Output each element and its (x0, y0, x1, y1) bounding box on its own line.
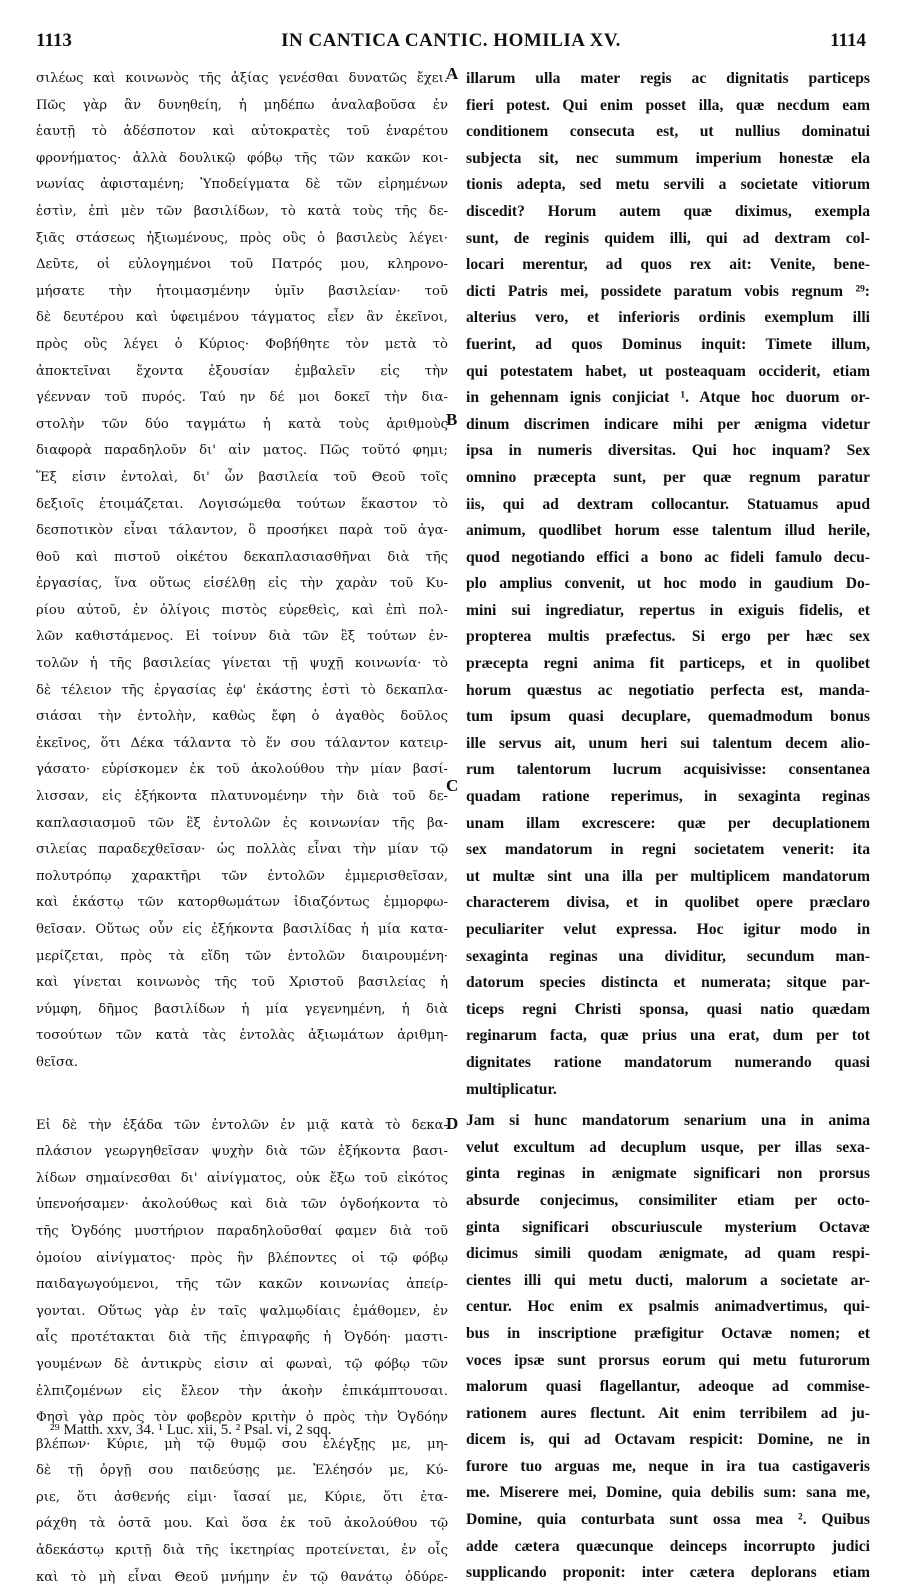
text-line: dinum discrimen indicare mihi per ænigma videtur (466, 415, 870, 433)
text-line: γονται. Οὕτως γὰρ ἐν ταῖς ψαλμῳδίαις ἐμάθομεν, ἐν (36, 1303, 448, 1319)
text-line: iis, qui ad dextram collocantur. Statuamus apud (466, 495, 870, 513)
text-line: locari merentur, ad quos rex ait: Venite, bene- (466, 256, 870, 274)
text-line: καὶ γίνεται κοινωνὸς τῆς τοῦ Χριστοῦ βασιλείας ἡ (36, 975, 448, 991)
text-line: γουμένων δὲ ἀντικρὺς εἰσιν αἱ φωναὶ, τῷ φόβῳ τῶν (36, 1356, 448, 1372)
text-line: rum talentorum lucrum acquisivisse: consentanea (466, 761, 870, 779)
text-line: absurde conjecimus, consimiliter etiam per octo- (466, 1191, 870, 1209)
text-line: φρονήματος· ἀλλὰ δουλικῷ φόβῳ τῆς τῶν κακῶν κοι- (36, 150, 448, 166)
text-line: Δεῦτε, οἱ εὐλογημένοι τοῦ Πατρός μου, κληρονο- (36, 257, 448, 273)
text-line: cientes illi qui metu ducti, malorum a societate ar- (466, 1271, 870, 1289)
text-line: γάσατο· εὑρίσκομεν ἐκ τοῦ ἀκολούθου τὴν μίαν βασί- (36, 762, 448, 778)
text-line: μήσατε τὴν ἡτοιμασμένην ὑμῖν βασιλείαν· τοῦ (36, 283, 448, 299)
text-line: τοσούτων τῶν κατὰ τὰς ἐντολὰς ἀξιωμάτων ἀριθμη- (36, 1028, 448, 1044)
text-line: dicti Patris mei, possidete paratum vobis regnum ²⁹: (466, 282, 870, 300)
text-line: λίδων σημαίνεσθαι δι' αἰνίγματος, οὐκ ἔξω τοῦ εἰκότος (36, 1170, 448, 1186)
text-line: horum quæstus ac negotiatio perfecta est, manda- (466, 681, 870, 699)
text-line: βλέπων· Κύριε, μὴ τῷ θυμῷ σου ἐλέγξῃς με, μη- (36, 1436, 448, 1452)
text-line: ὑπενοήσαμεν· ἀκολούθως καὶ διὰ τῶν ὀγδοήκοντα τὸ (36, 1197, 448, 1213)
text-line: ut multæ sint una illa per multiplicem mandatorum (466, 867, 870, 885)
text-line: qui potestatem habet, ut posteaquam occiderit, etiam (466, 362, 870, 380)
latin-column (466, 66, 870, 1587)
text-line: fieri potest. Qui enim posset illa, quæ necdum eam (466, 96, 870, 114)
text-line: πρὸς οὓς λέγει ὁ Κύριος· Φοβήθητε τὸν μετὰ τὸ (36, 336, 448, 352)
text-line: διαφορὰ παραδηλοῦν δι' αἰν ματος. Πῶς τοῦτό φημι; (36, 443, 448, 459)
text-line: quadam ratione reperimus, in sexaginta reginas (466, 788, 870, 806)
text-line: multiplicatur. (466, 1080, 557, 1098)
text-line: δὲ δευτέρου καὶ ὑφειμένου τάγματος εἶεν ἂν ἐκεῖνοι, (36, 310, 448, 326)
text-line: δὲ τέλειον τῆς ἐργασίας ἐφ' ἑκάστης ἐστὶ τὸ δεκαπλα- (36, 682, 448, 698)
text-line: furore tuo arguas me, neque in ira tua castigaveris (466, 1457, 870, 1475)
text-line: subjecta sit, nec summum imperium honestæ ela (466, 149, 870, 167)
text-line: dicem is, qui ad Octavam respicit: Domine, ne in (466, 1431, 870, 1449)
footnotes: ²⁹ Matth. xxv, 34. ¹ Luc. xii, 5. ² Psal. vi, 2 sqq. (50, 1422, 332, 1438)
text-line: καὶ ἑκάστῳ τῶν κατορθωμάτων ἰδιαζόντως ἐμμορφω- (36, 895, 448, 911)
text-line: στολὴν τῶν δύο ταγμάτω ἡ κατὰ τοὺς ἀριθμοὺς (36, 416, 448, 432)
page-header (36, 30, 866, 60)
text-line: ἐλπιζομένων εἰς ἔλεον τὴν ἀκοὴν ἐπικάμπτουσαι. (36, 1383, 448, 1399)
text-line: animum, quodlibet horum esse talentum illud herile, (466, 522, 870, 540)
text-line: dicimus simili quodam ænigmate, ad quam respi- (466, 1245, 870, 1263)
text-line: datorum species distincta et numerata; sitque par- (466, 974, 870, 992)
text-line: δεσποτικὸν εἶναι τάλαντον, ὃ προσήκει παρὰ τοῦ ἀγα- (36, 523, 448, 539)
text-line: conditionem consecuta est, ut nullius dominatui (466, 123, 870, 141)
text-line: θοῦ καὶ πιστοῦ οἰκέτου δεκαπλασιασθῆναι διὰ τῆς (36, 549, 448, 565)
text-line: σιλέως καὶ κοινωνὸς τῆς ἀξίας γενέσθαι δυνατῶς ἔχει. (36, 71, 448, 86)
text-line: Domine, quia conturbata sunt ossa mea ². Quibus (466, 1511, 870, 1529)
greek-column (36, 66, 448, 1591)
text-line: γέενναν τοῦ πυρός. Ταύ ην δέ μοι δοκεῖ τὴν δια- (36, 390, 448, 406)
text-line: sexaginta reginas una dividitur, secundum man- (466, 947, 870, 965)
text-line: λισσαν, εἰς ἑξήκοντα πλατυνομένην τὴν διὰ τοῦ δε- (36, 789, 448, 805)
text-line: καὶ τὸ μὴ εἶναι Θεοῦ μνήμην ἐν τῷ θανάτῳ ὀδύρε- (36, 1569, 448, 1585)
text-line: ἐκεῖνος, ὅτι Δέκα τάλαντα τὸ ἕν σου τάλαντον κατειρ- (36, 735, 448, 751)
text-line: ἐστὶν, ἐπὶ μὲν τῶν βασιλίδων, τὸ κατὰ τοὺς τῆς δε- (36, 203, 448, 219)
text-line: in gehennam ignis conjiciat ¹. Atque hoc duorum or- (466, 389, 870, 407)
text-line: Ἕξ εἰσιν ἐντολαὶ, δι' ὧν βασιλεία τοῦ Θεοῦ τοῖς (36, 469, 448, 485)
text-line: ράχθη τὰ ὀστᾶ μου. Καὶ ὅσα ἐκ τοῦ ἀκολούθου τῷ (36, 1516, 448, 1532)
text-line: rationem aures flectunt. Ait enim terribilem ad ju- (466, 1404, 870, 1422)
paragraph-gap (36, 1077, 448, 1113)
text-line: sex mandatorum in regni societatem venerit: ita (466, 841, 870, 859)
text-line: θεῖσα. (36, 1054, 79, 1070)
text-line: mini sui ingrediatur, repertus in exiguis fidelis, et (466, 601, 870, 619)
text-line: ξιᾶς στάσεως ἠξιωμένους, πρὸς οὓς ὁ βασιλεὺς λέγει· (36, 230, 448, 246)
text-line: ρίου αὐτοῦ, ἐν ὀλίγοις πιστὸς εὑρεθεὶς, καὶ ἐπὶ πολ- (36, 602, 448, 618)
text-line: λῶν καθιστάμενος. Εἰ τοίνυν διὰ τῶν ἓξ τούτων ἐν- (36, 629, 448, 645)
text-line: τολῶν ἡ τῆς βασιλείας γίνεται τῇ ψυχῇ κοινωνία· τὸ (36, 656, 448, 672)
text-line: voces ipsæ sunt prorsus eorum qui metu futurorum (466, 1351, 870, 1369)
text-line: me. Miserere mei, Domine, quia debilis sum: sana me, (466, 1484, 870, 1502)
text-line: centur. Hoc enim ex psalmis animadvertimus, qui- (466, 1298, 870, 1316)
left-page-number: 1113 (36, 30, 72, 51)
text-line: bus in inscriptione præfigitur Octavæ nomen; et (466, 1324, 870, 1342)
text-line: τῆς Ὀγδόης μυστήριον παραδηλοῦσθαί φαμεν διὰ τοῦ (36, 1223, 448, 1239)
text-line: alterius vero, et inferioris ordinis exemplum illi (466, 309, 870, 327)
text-line: velut excultum ad decuplum usque, per illas sexa- (466, 1138, 870, 1156)
text-line: præcepta regni anima fit particeps, et in quolibet (466, 655, 870, 673)
text-line: fuerint, ad quos Dominus inquit: Timete illum, (466, 335, 870, 353)
text-line: characterem divisa, et in quolibet opere præclaro (466, 894, 870, 912)
text-line: ille servus ait, unum heri sui talentum decem alio- (466, 734, 870, 752)
text-line: omnino præcepta sunt, per quæ regnum paratur (466, 468, 870, 486)
text-line: ὁμοίου αἰνίγματος· πρὸς ἣν βλέποντες οἱ τῷ φόβῳ (36, 1250, 448, 1266)
right-page-number: 1114 (830, 30, 866, 51)
text-line: discedit? Horum autem quæ diximus, exempla (466, 202, 870, 220)
text-line: καπλασιασμοῦ τῶν ἓξ ἐντολῶν ἐς κοινωνίαν τῆς βα- (36, 815, 448, 831)
text-line: ἀποκτεῖναι ἔχοντα ἐξουσίαν ἐμβαλεῖν εἰς τὴν (36, 363, 448, 379)
text-line: illarum ulla mater regis ac dignitatis particeps (466, 70, 870, 87)
text-line: θεῖσαν. Οὕτως οὖν εἰς ἑξήκοντα βασιλίδας ἡ μία κατα- (36, 922, 448, 937)
text-line: supplicando proponit: inter cætera deplorans etiam (466, 1564, 870, 1582)
section-marker-c: C (446, 776, 459, 795)
text-line: αἷς προτέτακται διὰ τῆς ἐπιγραφῆς ἡ Ὀγδόη· μαστι- (36, 1330, 448, 1346)
text-line: unam illam excrescere: quæ per decuplationem (466, 814, 870, 832)
text-line: ἀδεκάστῳ κριτῇ διὰ τῆς ἱκετηρίας προτείνεται, ἐν οἷς (36, 1543, 448, 1559)
text-line: δὲ τῇ ὀργῇ σου παιδεύσῃς με. Ἐλέησόν με, Κύ- (36, 1463, 448, 1479)
text-line: adde cætera quæcunque deinceps incorrupto judici (466, 1537, 870, 1555)
section-marker-d: D (446, 1114, 459, 1133)
text-line: ἐργασίας, ἵνα οὕτως εἰσέλθῃ εἰς τὴν χαρὰν τοῦ Κυ- (36, 576, 448, 592)
text-line: malorum quasi flagellantur, adeoque ad commise- (466, 1378, 870, 1396)
text-line: σιάσαι τὴν ἐντολὴν, καθὼς ἔφη ὁ ἀγαθὸς δοῦλος (36, 709, 448, 725)
running-title: IN CANTICA CANTIC. HOMILIA XV. (281, 30, 621, 51)
text-line: νύμφη, δῆμος βασιλίδων ἡ μία γεγενημένη, ἡ διὰ (36, 1001, 448, 1017)
text-line: πλάσιον γεωργηθεῖσαν ψυχὴν διὰ τῶν ἑξήκοντα βασι- (36, 1144, 448, 1160)
text-line: reginarum facta, quæ prius una erat, dum per tot (466, 1027, 870, 1045)
text-line: ριε, ὅτι ἀσθενής εἰμι· ἴασαί με, Κύριε, ὅτι ἐτα- (36, 1489, 448, 1505)
text-line: quod negotiando effici a bono ac fideli famulo decu- (466, 548, 870, 566)
section-marker-a: A (446, 64, 459, 83)
text-line: peculiariter velut expressa. Hoc igitur modo in (466, 921, 870, 938)
text-line: ticeps regni Christi sponsa, quasi natio quædam (466, 1000, 870, 1018)
text-line: ginta significari obscuriuscule mysterium Octavæ (466, 1218, 870, 1236)
text-line: ipsa in numeris diversitas. Qui hoc inquam? Sex (466, 442, 870, 460)
text-line: Φησὶ γὰρ πρὸς τὸν φοβερὸν κριτὴν ὁ πρὸς τὴν Ὀγδόην (36, 1410, 448, 1426)
text-line: Πῶς γὰρ ἂν δυνηθείη, ἡ μηδέπω ἀναλαβοῦσα ἐν (36, 97, 448, 113)
text-line: νωνίας ἀφισταμένη; Ὑποδείγματα δὲ τῶν εἰρημένων (36, 177, 448, 193)
text-line: παιδαγωγούμενοι, τῆς τῶν κακῶν κοινωνίας ἀπείρ- (36, 1277, 448, 1293)
text-line: ἑαυτῇ τὸ ἀδέσποτον καὶ αὐτοκρατὲς τοῦ ἐναρέτου (36, 124, 448, 140)
text-line: πολυτρόπῳ χαρακτῆρι τῶν ἐντολῶν ἐμμερισθεῖσαν, (36, 868, 448, 884)
text-line: Jam si hunc mandatorum senarium una in anima (466, 1112, 870, 1130)
text-line: σιλείας παραδεχθεῖσαν· ὡς πολλὰς εἶναι τὴν μίαν τῷ (36, 842, 448, 858)
text-line: dignitates ratione mandatorum numerando quasi (466, 1053, 870, 1071)
text-line: Εἰ δὲ τὴν ἑξάδα τῶν ἐντολῶν ἐν μιᾷ κατὰ τὸ δεκα- (36, 1117, 448, 1133)
section-marker-b: B (446, 410, 458, 429)
text-line: propterea multis præfectus. Si ergo per hæc sex (466, 628, 870, 646)
text-line: tum ipsum quasi decuplare, quemadmodum bonus (466, 708, 870, 726)
text-line: ginta reginas in ænigmate significari non prorsus (466, 1165, 870, 1183)
text-line: tionis adepta, sed metu servili a societate vitiorum (466, 176, 870, 194)
text-line: sunt, de reginis quidem illi, qui ad dextram col- (466, 229, 870, 247)
text-line: δεξιοῖς ἑτοιμάζεται. Λογισώμεθα τούτων ἕκαστον τὸ (36, 496, 448, 512)
text-line: μερίζεται, πρὸς τὰ εἴδη τῶν ἐντολῶν διαιρουμένη· (36, 948, 448, 964)
text-line: plo amplius convenit, ut hoc modo in gaudium Do- (466, 575, 870, 593)
